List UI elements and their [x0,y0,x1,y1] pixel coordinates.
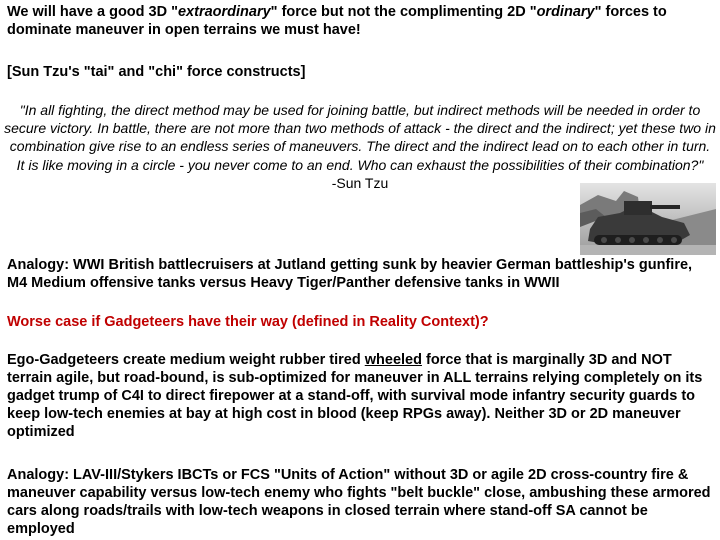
tank-photo [580,183,716,255]
sun-tzu-quote [4,101,716,192]
ego-gadgeteers-paragraph [7,351,713,441]
worse-case-heading: Worse case if Gadgeteers have their way (defined in Reality Context)? [7,314,489,330]
wheeled-term: wheeled [364,352,422,368]
quote-text: "In all fighting, the direct method may be used for joining battle, but indirect methods will be needed in order to secure victory. In battle, there are not more than two methods of attack - the direct and the indirect; yet these two in combination give rise to an endless series of maneuvers. The direct and the indirect lead on to each other in turn. It is like moving in a circle - you never come to an end. Who can exhaust the possibilities of their combination?" [4,102,716,173]
statement-part-2: " force but not the complimenting 2D " [270,4,537,20]
ego-part-1: Ego-Gadgeteers create medium weight rubber tired [7,352,365,368]
ordinary-term: ordinary [536,4,595,20]
sun-tzu-constructs: [Sun Tzu's "tai" and "chi" force constructs] [7,64,306,80]
statement-part-3: " forces to dominate maneuver in open terrains we must have! [7,4,667,38]
opening-statement [7,3,713,39]
analogy-lav-iii: Analogy: LAV-III/Stykers IBCTs or FCS "Units of Action" without 3D or agile 2D cross-country fire & maneuver capability versus low-tech enemy who fights "belt buckle" close, ambushing these armored cars along roads/trails with low-tech weapons in closed terrain where stand-off SA cannot be employed [7,467,711,537]
ego-part-2: force that is marginally 3D and NOT terrain agile, but road-bound, is sub-optimized for maneuver in ALL terrains relying completely on its gadget trump of C4I to direct firepower at a stand-off, with survival mode infantry security guards to keep low-tech enemies at bay at high cost in blood (keep RPGs away). Neither 3D or 2D maneuver optimized [7,352,703,440]
statement-part-1: We will have a good 3D " [7,4,178,20]
extraordinary-term: extraordinary [177,4,271,20]
analogy-wwi: Analogy: WWI British battlecruisers at Jutland getting sunk by heavier German battleship's gunfire, M4 Medium offensive tanks versus Heavy Tiger/Panther defensive tanks in WWII [7,257,693,291]
quote-attribution: -Sun Tzu [331,174,389,191]
